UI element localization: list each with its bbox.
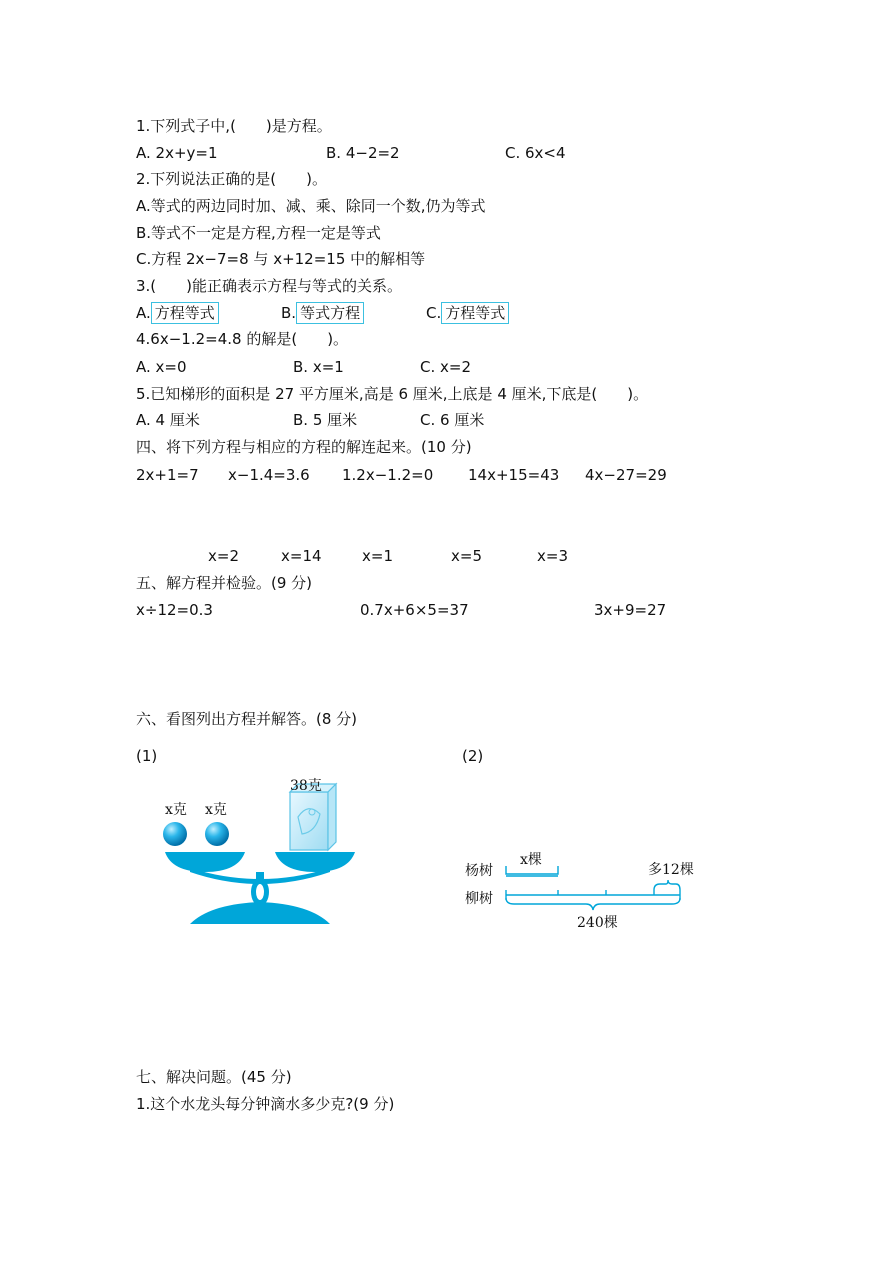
q2-option-a[interactable]: A.等式的两边同时加、减、乘、除同一个数,仍为等式: [136, 197, 486, 215]
q3-option-a-diagram: 方程等式: [151, 302, 219, 324]
q5-option-a[interactable]: A. 4 厘米: [136, 411, 200, 429]
q3-option-a[interactable]: [136, 302, 219, 324]
s4-solution-3[interactable]: x=1: [362, 547, 393, 565]
s4-equation-5[interactable]: 4x−27=29: [585, 466, 667, 484]
q3-option-b-prefix: B.: [281, 304, 297, 322]
segment-diagram: [500, 862, 690, 914]
ball-label-2: x克: [205, 802, 227, 818]
more-label: 多12棵: [648, 862, 694, 878]
q3-option-b-diagram: 等式方程: [296, 302, 364, 324]
x-trees-label: x棵: [520, 852, 542, 868]
q5-stem: 5.已知梯形的面积是 27 平方厘米,高是 6 厘米,上底是 4 厘米,下底是( )。: [136, 385, 649, 403]
s4-solution-1[interactable]: x=2: [208, 547, 239, 565]
s4-equation-1[interactable]: 2x+1=7: [136, 466, 199, 484]
q3-option-c[interactable]: [426, 302, 509, 324]
q5-option-c[interactable]: C. 6 厘米: [420, 411, 485, 429]
s4-solution-2[interactable]: x=14: [281, 547, 322, 565]
right-pan: [275, 852, 355, 872]
q2-option-c[interactable]: C.方程 2x−7=8 与 x+12=15 中的解相等: [136, 250, 426, 268]
q3-option-b[interactable]: [281, 302, 364, 324]
s4-equation-2[interactable]: x−1.4=3.6: [228, 466, 310, 484]
left-pan: [165, 852, 245, 872]
figure2-label: (2): [462, 747, 484, 765]
q4-option-c[interactable]: C. x=2: [420, 358, 471, 376]
s5-equation-1: x÷12=0.3: [136, 601, 213, 619]
q3-option-a-prefix: A.: [136, 304, 151, 322]
s4-solution-4[interactable]: x=5: [451, 547, 482, 565]
q1-option-b[interactable]: B. 4−2=2: [326, 144, 400, 162]
row2-label: 柳树: [465, 891, 493, 907]
section6-title: 六、看图列出方程并解答。(8 分): [136, 710, 358, 728]
s5-equation-2: 0.7x+6×5=37: [360, 601, 469, 619]
ball-right-icon: [205, 822, 229, 846]
figure1-label: (1): [136, 747, 158, 765]
q3-option-c-diagram: 方程等式: [441, 302, 509, 324]
total-brace: [506, 898, 680, 910]
pivot-hole: [256, 884, 264, 900]
box-weight-label: 38克: [290, 778, 322, 794]
section4-title: 四、将下列方程与相应的方程的解连起来。(10 分): [136, 438, 472, 456]
balance-scale-figure: [150, 772, 365, 932]
s5-equation-3: 3x+9=27: [594, 601, 667, 619]
q5-option-b[interactable]: B. 5 厘米: [293, 411, 358, 429]
ball-left-icon: [163, 822, 187, 846]
s4-equation-4[interactable]: 14x+15=43: [468, 466, 560, 484]
q1-option-c[interactable]: C. 6x<4: [505, 144, 566, 162]
s4-solution-5[interactable]: x=3: [537, 547, 568, 565]
q2-stem: 2.下列说法正确的是( )。: [136, 170, 328, 188]
section7-title: 七、解决问题。(45 分): [136, 1068, 292, 1086]
pivot-neck: [256, 872, 264, 882]
q3-option-c-prefix: C.: [426, 304, 442, 322]
x-brace: [506, 866, 558, 874]
q4-stem: 4.6x−1.2=4.8 的解是( )。: [136, 330, 349, 348]
q3-stem: 3.( )能正确表示方程与等式的关系。: [136, 277, 403, 295]
s7-question-1: 1.这个水龙头每分钟滴水多少克?(9 分): [136, 1095, 395, 1113]
q1-option-a[interactable]: A. 2x+y=1: [136, 144, 218, 162]
scale-base: [190, 902, 330, 924]
extra-brace: [654, 880, 680, 890]
s4-equation-3[interactable]: 1.2x−1.2=0: [342, 466, 434, 484]
q4-option-b[interactable]: B. x=1: [293, 358, 344, 376]
q1-stem: 1.下列式子中,( )是方程。: [136, 117, 332, 135]
total-label: 240棵: [577, 915, 618, 931]
q2-option-b[interactable]: B.等式不一定是方程,方程一定是等式: [136, 224, 381, 242]
ball-label-1: x克: [165, 802, 187, 818]
row1-label: 杨树: [465, 863, 493, 879]
section5-title: 五、解方程并检验。(9 分): [136, 574, 313, 592]
q4-option-a[interactable]: A. x=0: [136, 358, 187, 376]
